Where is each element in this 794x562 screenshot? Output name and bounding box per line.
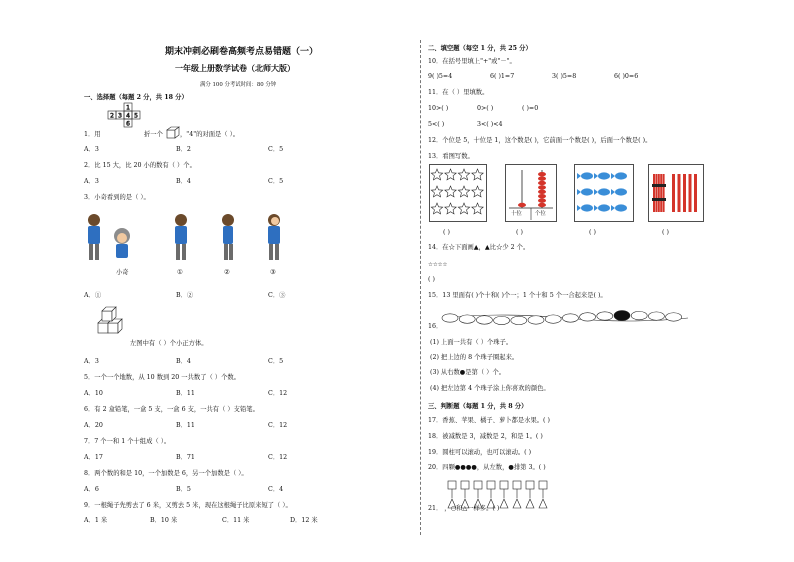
q9-option-b[interactable]: B．10 米: [150, 517, 178, 524]
bead: [597, 312, 613, 320]
bundle-stick: [655, 174, 657, 212]
q8-option-b[interactable]: B．5: [176, 486, 191, 493]
q18-text[interactable]: 18．被减数是 3，减数是 2，和是 1。( ): [428, 433, 543, 440]
square-shape: [513, 481, 521, 489]
q9-text: 9．一根绳子先剪去了 6 米，又剪去 5 米，现在这根绳子比原来短了（ ）。: [84, 502, 292, 509]
q13-blank-3[interactable]: ( ): [589, 229, 596, 236]
net-face-1: 1: [126, 104, 130, 112]
q6-option-b[interactable]: B．11: [176, 422, 195, 429]
q11-text: 11．在（ ）里填数。: [428, 89, 489, 96]
bundle-stick: [653, 174, 655, 212]
q9-option-d[interactable]: D．12 米: [290, 517, 318, 524]
net-face-3: 3: [118, 112, 122, 120]
q6-text: 6．有 2 盒铅笔，一盒 5 支，一盒 6 支，一共有（ ）支铅笔。: [84, 406, 259, 413]
abacus-bead: [538, 203, 546, 207]
bead: [476, 316, 492, 324]
q2-option-b[interactable]: B．4: [176, 178, 191, 185]
q8-text: 8．两个数的和是 10，一个加数是 6，另一个加数是（ ）。: [84, 470, 248, 477]
loose-stick: [694, 174, 697, 212]
bead: [511, 316, 527, 324]
bundle-stick: [658, 174, 660, 212]
section-choice-heading: 一、选择题（每题 2 分，共 18 分）: [84, 94, 188, 101]
abacus-bead: [538, 172, 546, 176]
q2-option-c[interactable]: C．5: [268, 178, 284, 185]
q5-option-b[interactable]: B．11: [176, 390, 195, 397]
net-face-5: 5: [134, 112, 138, 120]
bead: [580, 313, 596, 321]
q5-option-a[interactable]: A．10: [84, 390, 103, 397]
q16-item-3: (3) 从右数●是第（ ）个。: [430, 369, 506, 376]
q2-text: 2．比 15 大，比 20 小的数有（ ）个。: [84, 162, 196, 169]
triangle-shape: [513, 499, 521, 508]
square-shape: [448, 481, 456, 489]
bundle-stick: [660, 174, 662, 212]
bead: [562, 314, 578, 322]
bead: [631, 311, 647, 319]
loose-stick: [683, 174, 686, 212]
bead: [648, 312, 664, 320]
q13-blank-1[interactable]: ( ): [443, 229, 450, 236]
q14-text: 14．在☆下面画▲，▲比☆少 2 个。: [428, 244, 530, 251]
net-face-6: 6: [126, 120, 130, 128]
q1-part-b: 折一个: [144, 131, 163, 138]
q10-item-3[interactable]: 3( )5=8: [552, 73, 577, 80]
q6-option-c[interactable]: C．12: [268, 422, 288, 429]
q4-option-a[interactable]: A．3: [84, 358, 99, 365]
section-fill-heading: 二、填空题（每空 1 分，共 25 分）: [428, 45, 532, 52]
q11-item-4[interactable]: 5<( ): [428, 121, 445, 128]
q12-text: 12．个位是 5，十位是 1，这个数是( )，它前面一个数是( )，后面一个数是( )。: [428, 137, 652, 144]
q16-item-2: (2) 把上边的 8 个珠子圈起来。: [430, 354, 519, 361]
net-face-2: 2: [110, 112, 114, 120]
q5-option-c[interactable]: C．12: [268, 390, 288, 397]
stars-picture: [429, 164, 487, 222]
abacus-bead: [538, 181, 546, 185]
q13-blank-4[interactable]: ( ): [662, 229, 669, 236]
q13-text: 13．看图写数。: [428, 153, 474, 160]
abacus-bead: [538, 176, 546, 180]
q10-item-4[interactable]: 6( )0=6: [614, 73, 639, 80]
loose-stick: [689, 174, 692, 212]
q16-item-1: (1) 上面一共有（ ）个珠子。: [430, 339, 513, 346]
page-title: 期末冲刺必刷卷高频考点易错题（一）: [165, 47, 319, 57]
children-views-figure: [80, 212, 300, 278]
q1-part-a: 1．用: [84, 131, 101, 138]
abacus-bead: [518, 203, 526, 207]
abacus-tens-label: 十位: [511, 211, 522, 217]
q3-mark-2: ②: [224, 269, 230, 276]
q10-text: 10．在括号里填上"+"或"－"。: [428, 58, 516, 65]
q17-text[interactable]: 17．香蕉、苹果、橘子、萝卜都是水果。( ): [428, 417, 550, 424]
q20-text[interactable]: 20．四颗●●●●，从左数，●排第 3。( ): [428, 464, 546, 471]
q3-text: 3．小奇看到的是（ ）。: [84, 194, 150, 201]
square-shape: [539, 481, 547, 489]
stacked-cubes-figure: [96, 306, 130, 340]
bead-string-figure: [440, 306, 690, 336]
q9-option-c[interactable]: C．11 米: [222, 517, 250, 524]
net-face-4: 4: [126, 112, 130, 120]
q3-figure-label: 小奇: [116, 269, 129, 276]
square-shape: [461, 481, 469, 489]
bead: [494, 316, 510, 324]
fish-picture: [574, 164, 634, 222]
page-divider: [420, 40, 421, 535]
bundle-stick: [663, 174, 665, 212]
q1-option-a[interactable]: A．3: [84, 146, 99, 153]
triangle-shape: [539, 499, 547, 508]
cube-icon: [166, 126, 180, 140]
q7-text: 7．7 个一和 1 个十组成（ ）。: [84, 438, 171, 445]
q4-option-b[interactable]: B．4: [176, 358, 191, 365]
exam-meta: 满分 100 分考试时间：80 分钟: [200, 82, 277, 88]
loose-stick: [672, 174, 675, 212]
abacus-bead: [538, 185, 546, 189]
q4-text: 左图中有（ ）个小正方体。: [130, 340, 208, 347]
page-subtitle: 一年级上册数学试卷（北师大版）: [175, 63, 295, 73]
q11-item-1[interactable]: 10>( ): [428, 105, 449, 112]
q7-option-b[interactable]: B．71: [176, 454, 195, 461]
q1-option-b[interactable]: B．2: [176, 146, 191, 153]
q7-option-a[interactable]: A．17: [84, 454, 103, 461]
bead: [442, 314, 458, 322]
q8-option-c[interactable]: C．4: [268, 486, 284, 493]
q14-blank[interactable]: ( ): [428, 276, 435, 283]
q3-option-b[interactable]: B．②: [176, 292, 194, 299]
q6-option-a[interactable]: A．20: [84, 422, 103, 429]
q11-item-2[interactable]: 0>( ): [477, 105, 494, 112]
bead: [666, 313, 682, 321]
q19-text[interactable]: 19．圆柱可以滚动，也可以滚动。( ): [428, 449, 532, 456]
square-shape: [500, 481, 508, 489]
black-bead: [614, 311, 630, 321]
q3-option-c[interactable]: C．③: [268, 292, 286, 299]
q3-mark-1: ①: [177, 269, 183, 276]
abacus-bead: [538, 198, 546, 202]
abacus-bead: [538, 194, 546, 198]
bead: [528, 316, 544, 324]
q11-item-5[interactable]: 3<( )<4: [477, 121, 503, 128]
triangle-shape: [526, 499, 534, 508]
q16-label: 16．: [428, 323, 443, 330]
square-shape: [474, 481, 482, 489]
q4-option-c[interactable]: C．5: [268, 358, 284, 365]
q1-option-c[interactable]: C．5: [268, 146, 284, 153]
abacus-bead: [538, 190, 546, 194]
q13-blank-2[interactable]: ( ): [516, 229, 523, 236]
q3-option-a[interactable]: A．①: [84, 292, 102, 299]
sticks-picture: [648, 164, 704, 222]
abacus-ones-label: 个位: [535, 211, 546, 217]
square-shape: [526, 481, 534, 489]
q2-option-a[interactable]: A．3: [84, 178, 99, 185]
q9-option-a[interactable]: A．1 米: [84, 517, 108, 524]
q16-item-4: (4) 把左边第 4 个珠子涂上你喜欢的颜色。: [430, 385, 550, 392]
cube-net-figure: [104, 101, 144, 133]
triangle-shape: [500, 499, 508, 508]
q11-item-3[interactable]: ( )=0: [522, 105, 539, 112]
q10-item-1[interactable]: 9( )5=4: [428, 73, 453, 80]
q10-item-2[interactable]: 6( )1=7: [490, 73, 515, 80]
q15-text: 15．13 里面有( )个十和( )个一；1 个十和 5 个一合起来是( )。: [428, 292, 607, 299]
square-shape: [487, 481, 495, 489]
bead: [459, 315, 475, 323]
q1-part-c: ，"4"的对面是（ ）。: [180, 131, 240, 138]
q14-stars: ☆☆☆☆: [428, 262, 448, 268]
q3-mark-3: ③: [270, 269, 276, 276]
bead: [545, 315, 561, 323]
q5-text: 5．一个一个地数，从 10 数到 20 一共数了（ ）个数。: [84, 374, 240, 381]
section-judge-heading: 三、判断题（每题 1 分，共 8 分）: [428, 403, 528, 410]
q21-text[interactable]: 21． ，○和△一样多。( ): [428, 505, 500, 512]
q8-option-a[interactable]: A．6: [84, 486, 99, 493]
q7-option-c[interactable]: C．12: [268, 454, 288, 461]
loose-stick: [678, 174, 681, 212]
